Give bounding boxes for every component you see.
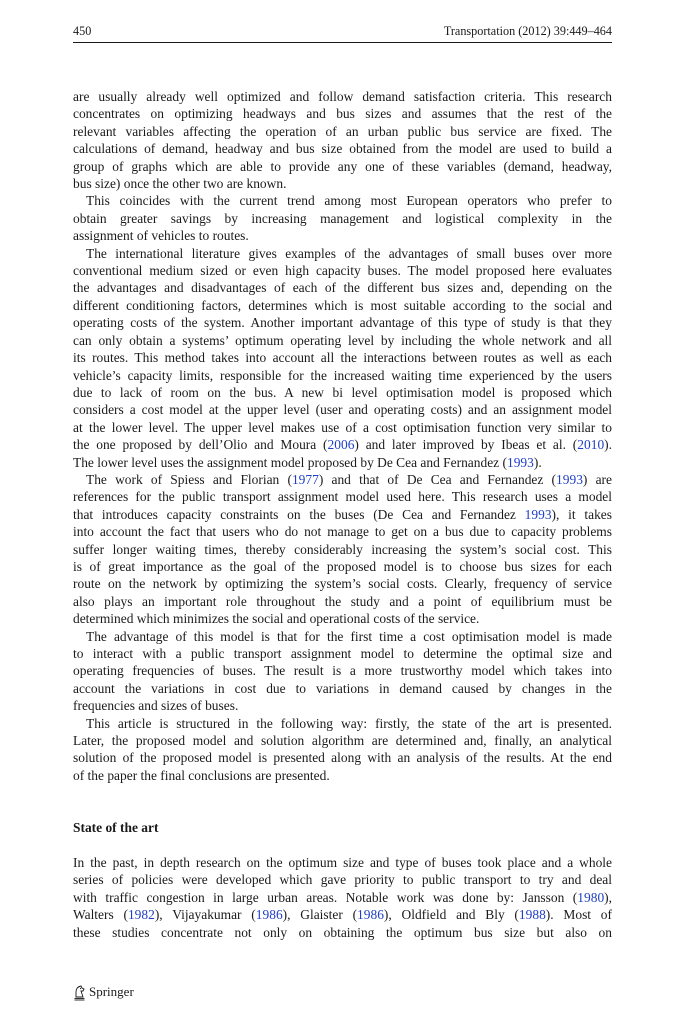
- publisher-footer: [73, 982, 134, 1002]
- text-line: frequencies and sizes of buses.: [73, 698, 239, 714]
- text-line: suffer longer waiting times, thereby considerably increasing the system’s social cost. This: [73, 541, 612, 557]
- text-line: The lower level uses the assignment model proposed by De Cea and Fernandez (1993).: [73, 454, 542, 470]
- heading-spacer: [73, 836, 612, 853]
- text-line: bus size) once the other two are known.: [73, 176, 287, 192]
- citation-link[interactable]: 2010: [577, 437, 605, 453]
- text-line: the advantages and disadvantages of each of the different bus sizes and, depending on the: [73, 280, 612, 296]
- paragraph: [73, 471, 612, 628]
- text-line: these studies concentrate not only on obtaining the optimum bus size but also on: [73, 924, 612, 940]
- text-line: operating frequencies of buses. The result is a more trustworthy model which takes into: [73, 663, 612, 679]
- page-number: 450: [73, 24, 92, 38]
- text-line: with traffic congestion in large urban areas. Notable work was done by: Jansson (1980),: [73, 889, 612, 905]
- citation-link[interactable]: 1993: [524, 506, 552, 522]
- text-line: series of policies were developed which gave priority to public transport to try and deal: [73, 872, 612, 888]
- citation-link[interactable]: 1988: [518, 907, 546, 923]
- citation-link[interactable]: 1982: [127, 907, 155, 923]
- text-line: This coincides with the current trend among most European operators who prefer to: [86, 193, 612, 209]
- paragraph: [73, 245, 612, 471]
- springer-knight-icon: [73, 984, 86, 1001]
- text-line: the one proposed by dell’Olio and Moura (2006) and later improved by Ibeas et al. (2010).: [73, 437, 613, 453]
- text-line: The advantage of this model is that for the first time a cost optimisation model is made: [86, 628, 612, 644]
- paragraph: [73, 715, 612, 785]
- article-body: [73, 88, 612, 941]
- text-line: calculations of demand, headway and bus size obtained from the model are used to build a: [73, 141, 612, 157]
- text-line: In the past, in depth research on the optimum size and type of buses took place and a whole: [73, 854, 612, 870]
- header-rule: [73, 42, 612, 43]
- citation-link[interactable]: 1986: [357, 907, 384, 923]
- text-line: its routes. This method takes into account all the interactions between routes as well as each: [73, 350, 612, 366]
- text-line: group of graphs which are able to provide any one of these variables (demand, headway,: [73, 158, 612, 174]
- text-line: are usually already well optimized and follow demand satisfaction criteria. This research: [73, 89, 612, 104]
- citation-link[interactable]: 1993: [556, 471, 583, 487]
- text-line: vehicle’s capacity limits, responsible for the increased waiting time experienced by the users: [73, 367, 612, 383]
- text-line: relevant variables affecting the operation of an urban public bus service are fixed. The: [73, 123, 612, 139]
- text-line: The international literature gives examples of the advantages of small buses over more: [86, 245, 612, 261]
- paragraph: [73, 628, 612, 715]
- text-line: is of great importance as the goal of the proposed model is to choose bus sizes for each: [73, 558, 612, 574]
- text-line: different conditioning factors, determines which is most suitable according to the social and: [73, 297, 612, 313]
- paragraph: [73, 192, 612, 244]
- text-line: operating costs of the system. Another important advantage of this type of study is that they: [73, 315, 612, 331]
- publisher-name: Springer: [89, 984, 134, 999]
- text-line: at the lower level. The upper level makes use of a cost optimisation function very similar to: [73, 419, 612, 435]
- text-line: route on the network by optimizing the system’s social costs. Clearly, frequency of service: [73, 576, 612, 592]
- citation-link[interactable]: 1980: [577, 889, 605, 905]
- section-heading: State of the art: [73, 820, 159, 836]
- text-line: concentrates on optimizing headways and bus sizes and assumes that the rest of the: [73, 106, 612, 122]
- text-line: account the variations in cost due to variations in demand caused by changes in the: [73, 680, 612, 696]
- paragraph: [73, 88, 612, 192]
- text-line: into account the fact that users who do not manage to get on a bus due to capacity problems: [73, 524, 612, 540]
- text-line: to interact with a public transport assignment model to determine the optimal size and: [73, 646, 612, 661]
- running-head: [73, 22, 612, 40]
- text-line: also plays an important role throughout the study and a point of equilibrium must be: [73, 593, 612, 609]
- text-line: Walters (1982), Vijayakumar (1986), Glaister (1986), Oldfield and Bly (1988). Most of: [73, 907, 612, 923]
- text-line: assignment of vehicles to routes.: [73, 228, 249, 244]
- citation-link[interactable]: 1977: [291, 471, 319, 487]
- citation-link[interactable]: 2006: [327, 437, 355, 453]
- text-line: conventional medium sized or even high capacity buses. The model proposed here evaluates: [73, 263, 612, 279]
- text-line: due to lack of room on the bus. A new bi level optimisation model is proposed which: [73, 384, 612, 400]
- text-line: solution of the proposed model is presented along with an analysis of the results. At the end: [73, 750, 612, 766]
- text-line: references for the public transport assignment model used here. This research uses a model: [73, 489, 612, 505]
- section-spacer: [73, 784, 612, 819]
- paragraph: [73, 854, 612, 941]
- text-line: obtain greater savings by increasing management and logistical complexity in the: [73, 210, 612, 226]
- text-line: determined which minimizes the social and operational costs of the service.: [73, 611, 480, 627]
- text-line: that introduces capacity constraints on the buses (De Cea and Fernandez 1993), it takes: [73, 506, 612, 522]
- text-line: of the paper the final conclusions are presented.: [73, 767, 330, 783]
- text-line: considers a cost model at the upper level (user and operating costs) and an assignment model: [73, 402, 612, 418]
- text-line: This article is structured in the following way: firstly, the state of the art is presented.: [86, 715, 612, 731]
- text-line: Later, the proposed model and solution algorithm are determined and, finally, an analytical: [73, 733, 612, 749]
- citation-link[interactable]: 1986: [255, 907, 283, 923]
- text-line: The work of Spiess and Florian (1977) and that of De Cea and Fernandez (1993) are: [86, 471, 612, 487]
- text-line: can only obtain a systems’ optimum operating level by including the whole network and all: [73, 332, 612, 348]
- citation-link[interactable]: 1993: [506, 454, 534, 470]
- journal-reference: Transportation (2012) 39:449–464: [443, 24, 612, 38]
